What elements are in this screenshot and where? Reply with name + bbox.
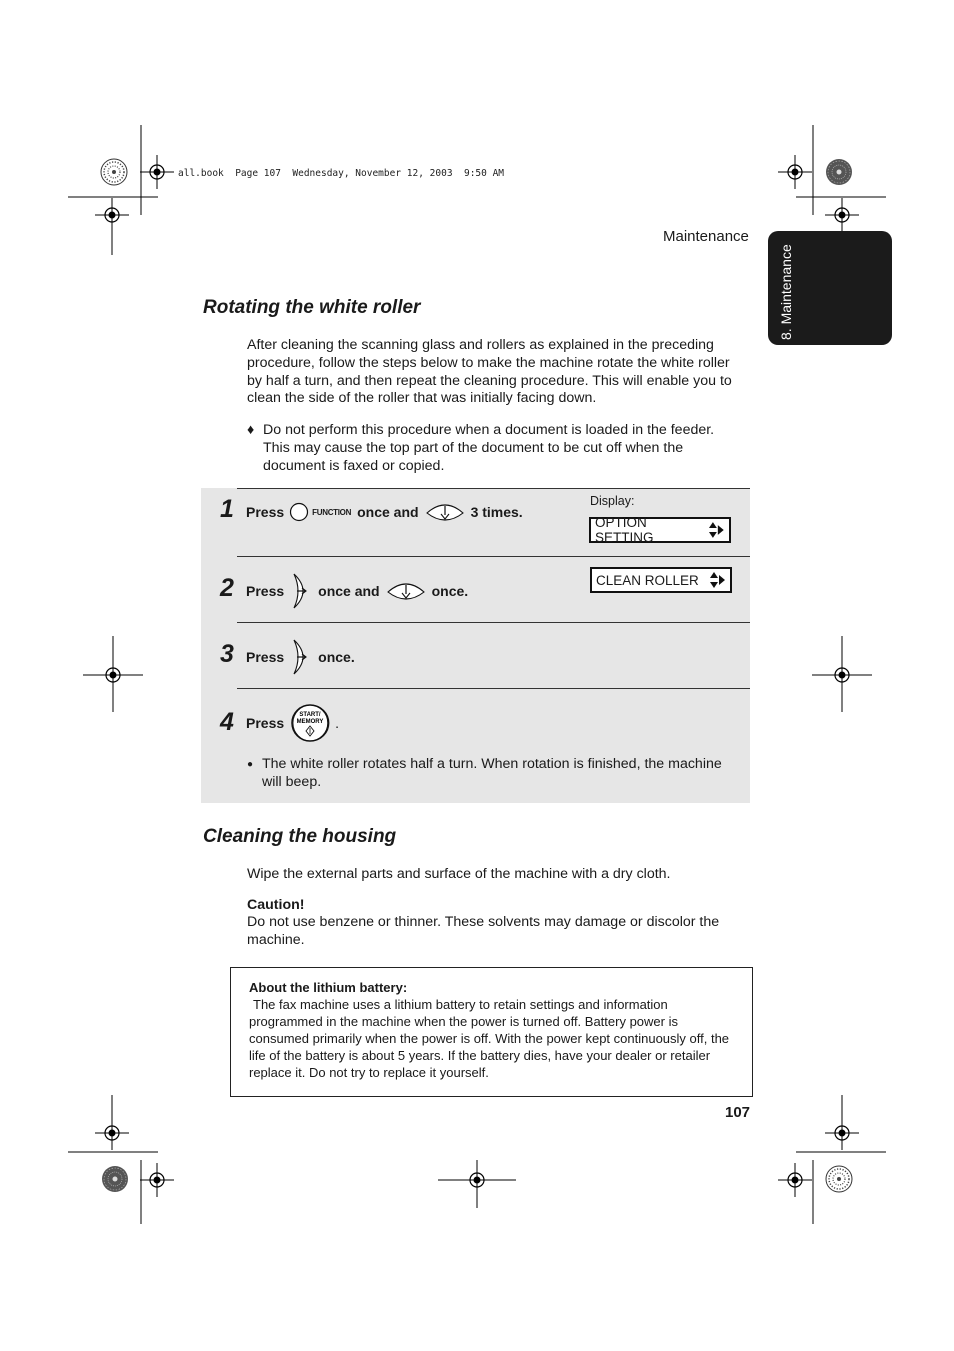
- step-number: 2: [220, 574, 234, 602]
- step-divider: [237, 556, 750, 557]
- step-text-end: 3 times.: [470, 504, 523, 520]
- step-divider: [237, 622, 750, 623]
- lcd-text: CLEAN ROLLER: [596, 572, 699, 588]
- bullet-symbol: ♦: [247, 422, 255, 438]
- step-3-instruction: [246, 638, 355, 676]
- press-label: Press: [246, 649, 285, 665]
- press-label: Press: [246, 504, 285, 520]
- step-2-instruction: [246, 572, 468, 610]
- updown-arrow-icon: [708, 571, 726, 589]
- down-arrow-key-icon: [425, 501, 465, 523]
- print-header: all.book Page 107 Wednesday, November 12, 2003 9:50 AM: [178, 168, 505, 179]
- start-memory-key-icon: [290, 702, 332, 744]
- section-title-cleaning-housing: Cleaning the housing: [203, 826, 397, 847]
- step-4-note: The white roller rotates half a turn. When rotation is finished, the machine will beep.: [262, 756, 722, 790]
- down-arrow-key-icon: [386, 580, 426, 602]
- step-number: 3: [220, 640, 234, 668]
- step-text-end: once.: [431, 583, 469, 599]
- right-arrow-key-icon: [288, 572, 312, 610]
- section-intro: After cleaning the scanning glass and rollers as explained in the preceding procedure, follow the steps below to make the machine rotate the white roller by half a turn, and then repeat the cleaning procedure. This will enable you to clean the side of the roller that was initially facing down.: [247, 337, 732, 407]
- step-text-mid: once and: [318, 583, 380, 599]
- right-arrow-key-icon: [288, 638, 312, 676]
- step-divider: [237, 488, 750, 489]
- note-body: The fax machine uses a lithium battery to retain settings and information programmed in the machine when the power is turned off. Battery power is consumed primarily when the power is off. With the power kept continuously off, the life of the battery is about 5 years. If the battery dies, have your dealer or retailer replace it. Do not try to replace it yourself.: [249, 997, 730, 1080]
- cleaning-instruction: Wipe the external parts and surface of the machine with a dry cloth.: [247, 866, 671, 882]
- bullet-symbol: ●: [247, 759, 254, 770]
- lithium-battery-note: [230, 967, 753, 1097]
- svg-text:START/: START/: [299, 712, 321, 718]
- caution-body: Do not use benzene or thinner. These solvents may damage or discolor the machine.: [247, 914, 720, 948]
- svg-text:MEMORY: MEMORY: [296, 719, 324, 725]
- step-text-end: .: [335, 715, 340, 731]
- step-text-mid: once and: [357, 504, 419, 520]
- chapter-tab-label: 8. Maintenance: [778, 244, 794, 340]
- section-title-rotating-roller: Rotating the white roller: [203, 297, 421, 318]
- function-key-icon: [288, 502, 310, 522]
- warning-bullet: Do not perform this procedure when a document is loaded in the feeder. This may cause the top part of the document to be cut off when the document is faxed or copied.: [263, 422, 715, 474]
- function-key-label: FUNCTION: [312, 507, 352, 517]
- press-label: Press: [246, 715, 285, 731]
- step-divider: [237, 688, 750, 689]
- step-number: 4: [220, 708, 234, 736]
- step-text-end: once.: [318, 649, 355, 665]
- step-number: 1: [220, 495, 234, 523]
- caution-title: Caution!: [247, 897, 305, 913]
- lcd-text: OPTION SETTING: [595, 515, 654, 545]
- lcd-display-option-setting: [589, 517, 731, 543]
- updown-arrow-icon: [707, 521, 725, 539]
- note-title: About the lithium battery:: [249, 980, 408, 995]
- step-1-instruction: [246, 501, 523, 523]
- press-label: Press: [246, 583, 285, 599]
- page-number: 107: [725, 1104, 751, 1121]
- display-label: Display:: [590, 494, 635, 508]
- lcd-display-clean-roller: [590, 567, 732, 593]
- steps-panel: [201, 488, 750, 803]
- section-label: Maintenance: [663, 228, 749, 245]
- step-4-instruction: [246, 702, 339, 744]
